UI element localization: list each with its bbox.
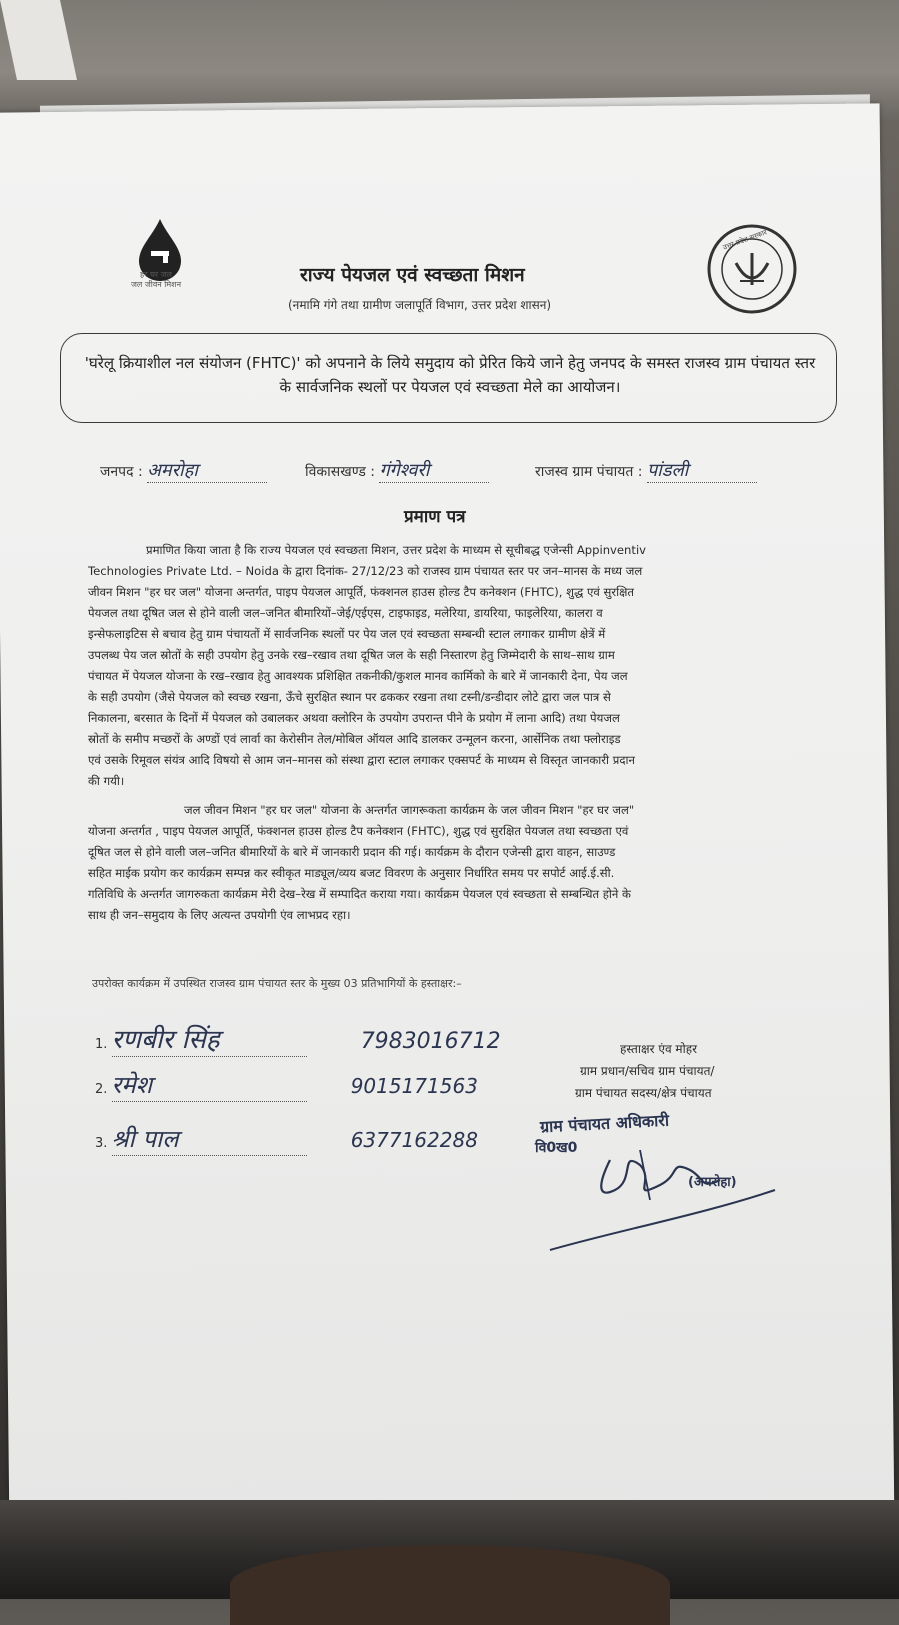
para1-line: निकालना, बरसात के दिनों में पेयजल को उबालकर अथवा क्लोरिन के उपयोग उपरान्त पीने के प्रयोग में लाना आदि) तथा पेयजल [88,711,620,725]
participant-row [95,1068,478,1102]
logo-caption: हर घर जल जल जीवन मिशन [130,270,182,289]
district-value: अमरोहा [147,458,267,483]
para1-line: Technologies Private Ltd. – Noida के द्वारा दिनांक- 27/12/23 को राजस्व ग्राम पंचायत स्तर पर जन–मानस के मध्य जल [88,564,643,578]
mission-title: राज्य पेयजल एवं स्वच्छता मिशन [300,264,525,286]
para2-line: साथ ही जन–समुदाय के लिए अत्यन्त उपयोगी एंव लाभप्रद रहा। [88,908,351,922]
para1-line: पंचायत में पेयजल योजना के रख–रखाव हेतु आवश्यक प्रशिक्षित तकनीकी/कुशल मानव कार्मिको के बारे में जानकारी देना, पेय जल [88,669,628,683]
official-stamp-line-2: वि0ख0 [535,1140,578,1156]
signature-seal-label: हस्ताक्षर एंव मोहर [620,1042,698,1056]
hand-silhouette [230,1545,670,1625]
para1-line: जीवन मिशन "हर घर जल" योजना अन्तर्गत, पाइप पेयजल आपूर्ति, फंक्शनल हाउस होल्ड टैप कनेक्शन (FHTC), शुद्ध एवं सुरक्षित [88,585,635,599]
signatory-designation-1: ग्राम प्रधान/सचिव ग्राम पंचायत/ [580,1064,715,1078]
para1-line: स्रोतों के समीप मच्छरों के अण्डों एवं लार्वा का केरोसीन तेल/मोबिल ऑयल आदि डालकर उन्मूलन करना, आर्सेनिक तथा फ्लोराइड [88,732,621,746]
participants-intro: उपरोक्त कार्यक्रम में उपस्थित राजस्व ग्राम पंचायत स्तर के मुख्य 03 प्रतिभागियों के हस्ताक्षर:– [92,977,462,990]
para2-line: दूषित जल से होने वाली जल–जनित बीमारियों के बारे में जानकारी प्रदान की गई। कार्यक्रम के दौरान एजेन्सी द्वारा वाहन, साउण्ड [88,845,616,859]
participant-phone: 6377162288 [350,1128,478,1152]
mission-subtitle: (नमामि गंगे तथा ग्रामीण जलापूर्ति विभाग, उत्तर प्रदेश शासन) [288,298,552,312]
village-field [535,458,757,483]
block-label: विकासखण्ड : [305,464,376,480]
participant-row [95,1020,501,1057]
participant-name: श्री पाल [112,1122,307,1156]
paragraph-2 [88,800,843,926]
para1-line: इन्सेफलाइटिस से बचाव हेतु ग्राम पंचायतों में सार्वजनिक स्थलों पर पेय जल एवं स्वच्छता सम्बन्धी स्टाल लगाकर ग्रामीण क्षेत्रें में [88,627,606,641]
para2-line: गतिविधि के अन्तर्गत जागरुकता कार्यक्रम मेरी देख–रेख में सम्पादित कराया गया। कार्यक्रम पेयजल एवं स्वच्छता से सम्बन्धित होने के [88,887,631,901]
paragraph-1 [88,540,843,792]
block-value: गंगेश्वरी [379,458,489,483]
district-label: जनपद : [100,464,143,480]
signatory-designation-2: ग्राम पंचायत सदस्य/क्षेत्र पंचायत [575,1086,712,1100]
official-stamp-line-3: (अमरोहा) [688,1175,737,1190]
participant-phone: 7983016712 [360,1029,501,1054]
district-field [100,458,267,483]
participant-name: रणबीर सिंह [112,1020,307,1057]
handwritten-signature [540,1120,780,1260]
block-field [305,458,489,483]
para1-line: उपलब्ध पेय जल स्रोतों के सही उपयोग हेतु उनके रख–रखाव तथा दूषित जल के सही निस्तारण हेतु जिम्मेदारी के साथ–साथ ग्राम [88,648,615,662]
para2-line: सहित माईक प्रयोग कर कार्यक्रम सम्पन्न कर स्वीकृत माड्यूल/व्यय बजट विवरण के अनुसार निर्धारित समय पर सपोर्ट आई.ई.सी. [88,866,615,880]
seal-text: उत्तर प्रदेश सरकार [721,228,768,252]
para1-line: प्रमाणित किया जाता है कि राज्य पेयजल एवं स्वच्छता मिशन, उत्तर प्रदेश के माध्यम से सूचीबद्ध एजेन्सी Appinventiv [146,543,647,557]
official-stamp-line-1: ग्राम पंचायत अधिकारी [539,1110,670,1137]
village-value: पांडली [647,458,757,483]
event-description: 'घरेलू क्रियाशील नल संयोजन (FHTC)' को अपनाने के लिये समुदाय को प्रेरित किये जाने हेतु जनपद के समस्त राजस्व ग्राम पंचायत स्तर के सार्वजनिक स्थलों पर पेयजल एवं स्वच्छता मेले का आयोजन। [84,354,816,396]
para1-line: के सही उपयोग (जैसे पेयजल को स्वच्छ रखना, ऊँचे सुरक्षित स्थान पर ढककर रखना तथा टस्नी/डन्डीदार लोटे द्वारा जल पात्र से [88,690,611,704]
participant-phone: 9015171563 [350,1074,478,1098]
participant-row [95,1122,478,1156]
para2-line: योजना अन्तर्गत , पाइप पेयजल आपूर्ति, फंक्शनल हाउस होल्ड टैप कनेक्शन (FHTC), शुद्ध एवं सुरक्षित पेयजल तथा स्वच्छता एवं [88,824,629,838]
participant-number: 1. [95,1037,108,1052]
village-label: राजस्व ग्राम पंचायत : [535,464,643,480]
para1-line: पेयजल तथा दूषित जल से होने वाली जल–जनित बीमारियों–जेई/एईएस, टाइफाइड, मलेरिया, डायरिया, फाइलेरिया, कालरा व [88,606,603,620]
participant-number: 2. [95,1082,108,1097]
participant-number: 3. [95,1136,108,1151]
para2-line: जल जीवन मिशन "हर घर जल" योजना के अन्तर्गत जागरूकता कार्यक्रम के जल जीवन मिशन "हर घर जल" [184,803,635,817]
certificate-heading: प्रमाण पत्र [404,507,466,527]
participant-name: रमेश [112,1068,307,1102]
para1-line: एवं उसके रिमूवल संयंत्र आदि विषयो से आम जन–मानस को संस्था द्वारा स्टाल लगाकर एक्सपर्ट के माध्यम से विस्तृत जानकारी प्रदान [88,753,635,767]
para1-line: की गयी। [88,774,125,788]
